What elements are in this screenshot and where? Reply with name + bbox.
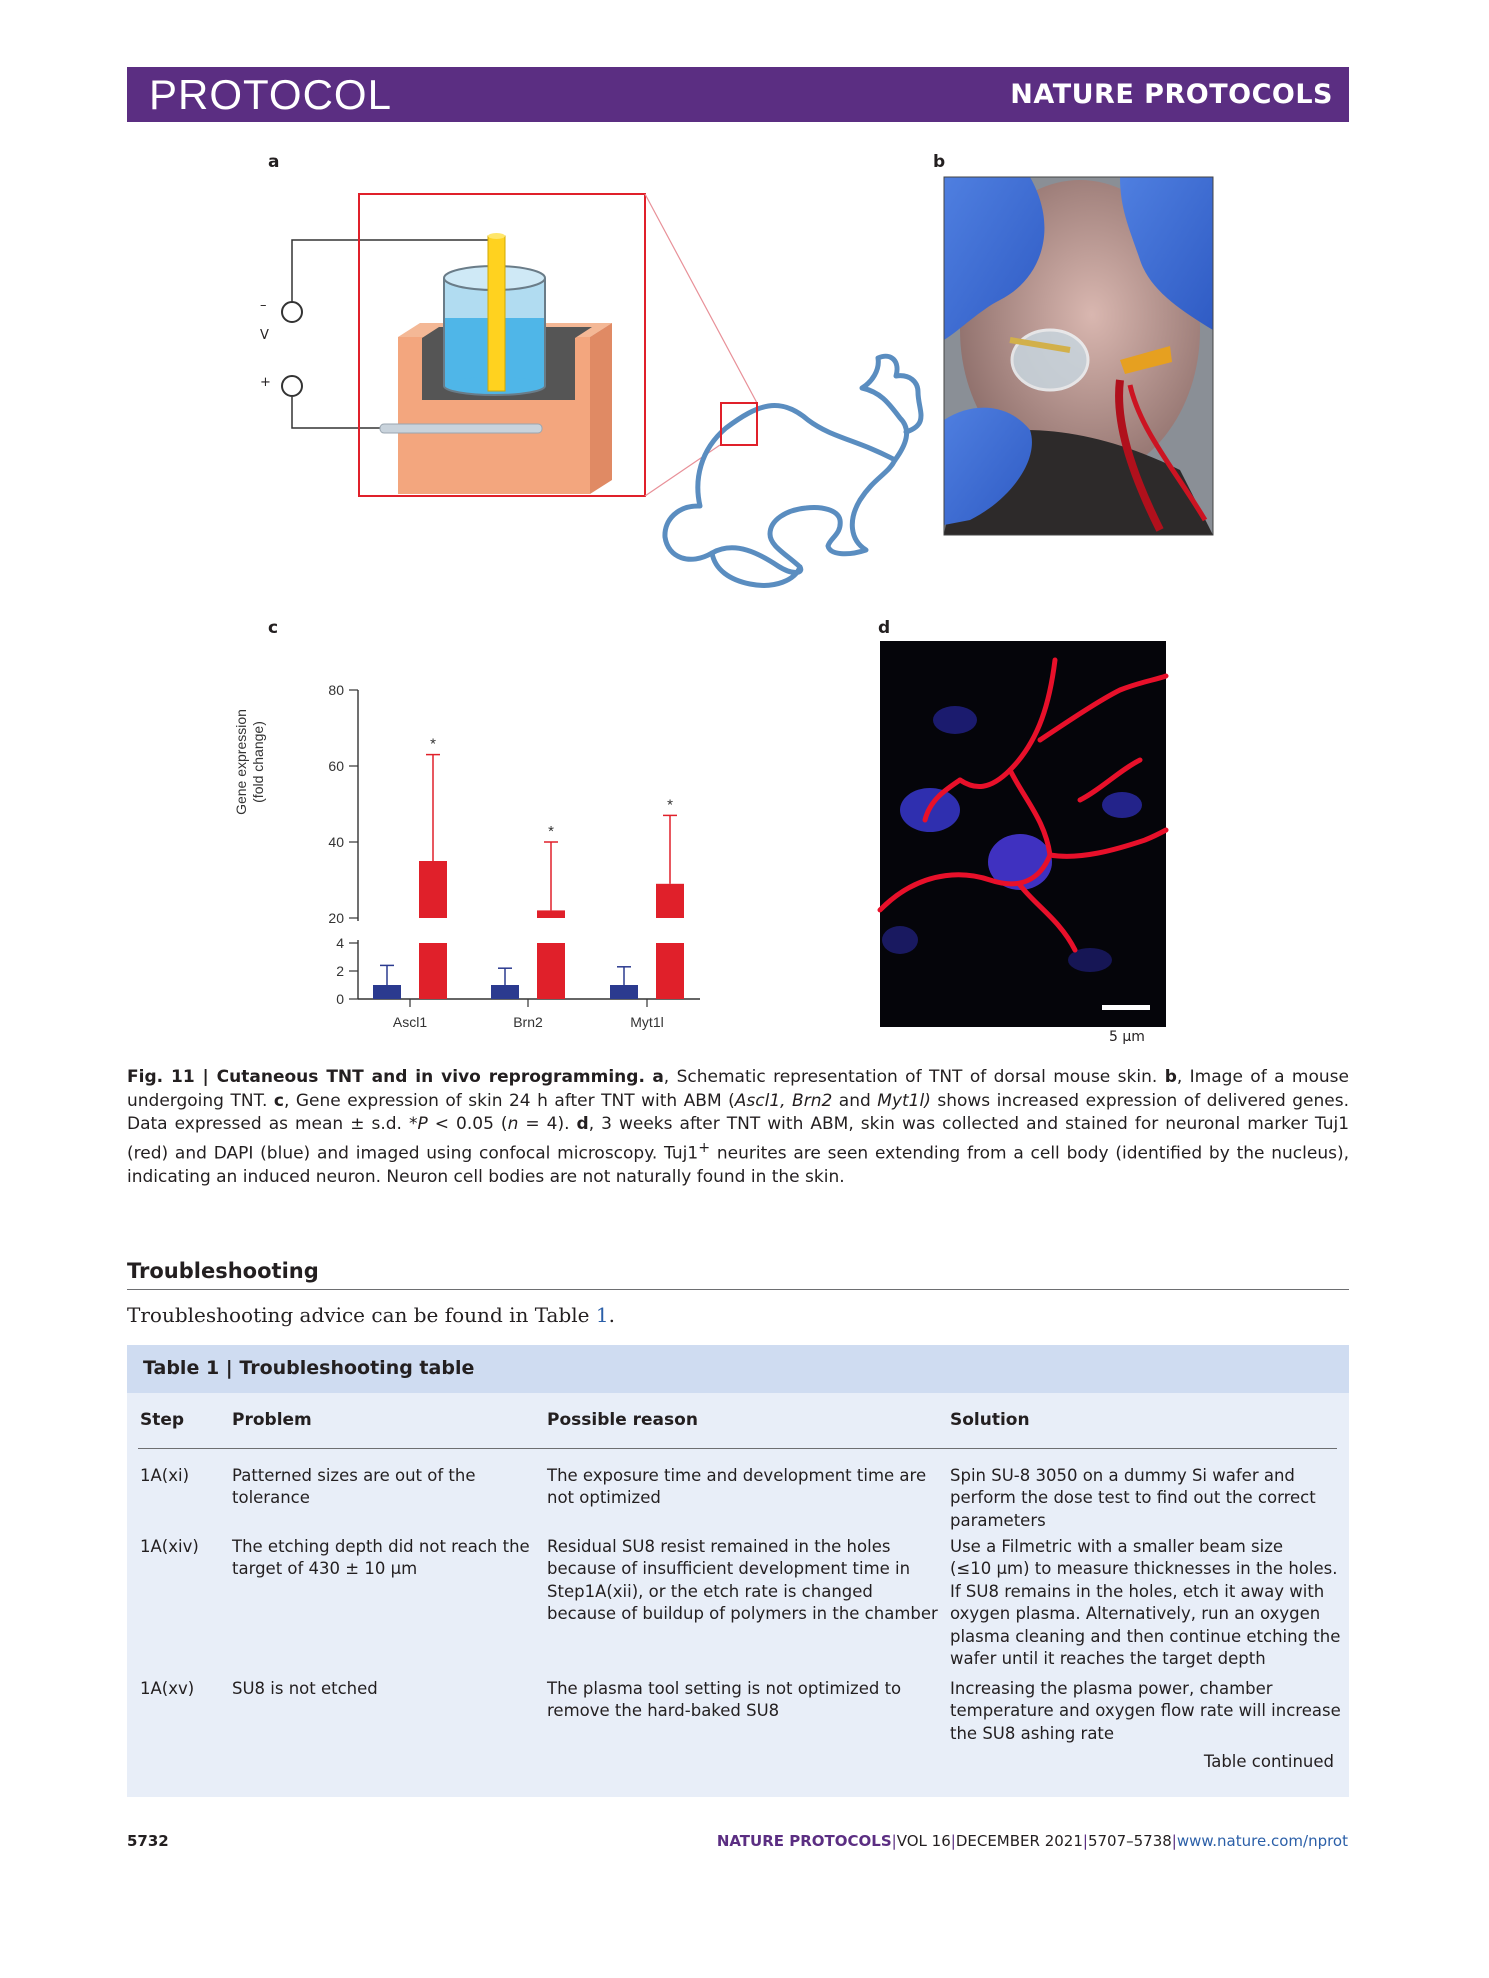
x-tick-label: Ascl1 xyxy=(392,1014,428,1030)
table-title: Table 1 | Troubleshooting table xyxy=(143,1357,475,1379)
table-cell-reason xyxy=(547,1536,945,1626)
table-cell-line: plasma cleaning and then continue etching the xyxy=(950,1626,1341,1646)
table-cell-line: because of insufficient development time in xyxy=(547,1559,911,1579)
table-cell-line: oxygen plasma. Alternatively, run an oxygen xyxy=(950,1604,1321,1624)
significance-marker: * xyxy=(430,735,436,753)
chart-y-axis-title xyxy=(233,682,267,842)
table-header-reason: Possible reason xyxy=(547,1410,698,1430)
section-title-troubleshooting: Troubleshooting xyxy=(127,1259,319,1283)
y-tick-label: 0 xyxy=(336,991,344,1007)
table-cell-line: perform the dose test to find out the correct xyxy=(950,1488,1316,1508)
y-tick-label: 40 xyxy=(328,834,344,850)
table-continued: Table continued xyxy=(1203,1752,1334,1771)
x-tick-label: Brn2 xyxy=(513,1014,543,1030)
table-cell-step xyxy=(140,1536,225,1558)
x-tick-label: Myt1l xyxy=(630,1014,664,1030)
mouse-outline-icon xyxy=(665,356,921,585)
table-cell-solution xyxy=(950,1678,1345,1745)
table-header-rule xyxy=(138,1448,1337,1449)
figure-caption xyxy=(127,1066,1349,1189)
table-cell-reason xyxy=(547,1465,945,1510)
table-cell-problem xyxy=(232,1536,542,1581)
footer-pages: 5707–5738 xyxy=(1087,1832,1172,1850)
table-cell-line: Increasing the plasma power, chamber xyxy=(950,1679,1273,1698)
needle-electrode xyxy=(488,233,505,391)
table-cell-line: The exposure time and development time are xyxy=(547,1466,927,1485)
caption-c-p: P xyxy=(417,1114,428,1134)
footer-sep: | xyxy=(891,1832,897,1850)
table-cell-line: The plasma tool setting is not optimized to xyxy=(547,1679,902,1698)
table-title-bar xyxy=(127,1345,1349,1393)
bar xyxy=(419,943,447,999)
table-cell-line: If SU8 remains in the holes, etch it away with xyxy=(950,1581,1325,1601)
bar xyxy=(373,985,401,999)
panel-label-c: c xyxy=(268,618,279,638)
caption-c-text2: shows increased expression of delivered genes. Data expressed as mean ± s.d. * xyxy=(127,1090,1350,1134)
bar xyxy=(656,943,684,999)
table-cell-line: parameters xyxy=(950,1510,1046,1530)
photo-panel-b xyxy=(944,177,1213,535)
table-cell-step xyxy=(140,1678,225,1700)
footer-sep: | xyxy=(950,1832,956,1850)
plus-label: + xyxy=(260,375,271,390)
panel-label-b: b xyxy=(933,152,946,172)
caption-c-label: c xyxy=(273,1090,284,1111)
bar xyxy=(537,910,565,918)
table-cell-step xyxy=(140,1465,225,1487)
table-cell-solution xyxy=(950,1465,1345,1532)
caption-d-text2: neurites are seen extending from a cell body (identified by the nucleus), indicating an induced neuron. Neuron cell bodies are not naturally found in the skin. xyxy=(127,1143,1349,1187)
bar xyxy=(419,861,447,918)
table-cell-line: (≤10 μm) to measure thicknesses in the holes. xyxy=(950,1559,1338,1579)
caption-a-label: a xyxy=(652,1067,664,1087)
page-number: 5732 xyxy=(127,1832,169,1850)
table-cell-line: temperature and oxygen flow rate will increase xyxy=(950,1701,1341,1721)
y-tick-label: 80 xyxy=(328,682,344,698)
bar xyxy=(491,985,519,999)
caption-c-gene3: Myt1l) xyxy=(877,1090,931,1111)
y-tick-label: 4 xyxy=(336,935,344,951)
table-cell-line: Patterned sizes are out of the xyxy=(232,1466,476,1485)
caption-c-n: n xyxy=(507,1114,519,1134)
table-cell-problem xyxy=(232,1678,542,1700)
table-cell-line: target of 430 ± 10 μm xyxy=(232,1559,418,1579)
minus-terminal-icon xyxy=(282,302,302,322)
table-header-step: Step xyxy=(140,1410,185,1430)
significance-marker: * xyxy=(667,796,673,814)
table-header-solution: Solution xyxy=(950,1410,1030,1430)
table-cell-line: not optimized xyxy=(547,1488,661,1508)
table-cell-line: Spin SU-8 3050 on a dummy Si wafer and xyxy=(950,1466,1295,1485)
y-tick-label: 2 xyxy=(336,963,344,979)
bar xyxy=(656,884,684,918)
table-cell-line: Residual SU8 resist remained in the holes xyxy=(547,1537,891,1556)
y-axis-title-line1: Gene expression xyxy=(233,709,249,815)
caption-c-text4: = 4). xyxy=(518,1114,570,1134)
section-label: PROTOCOL xyxy=(149,71,392,118)
caption-c-text3: < 0.05 ( xyxy=(427,1114,508,1134)
caption-b-text: , Image of a mouse undergoing TNT. xyxy=(127,1067,1349,1111)
footer-sep: | xyxy=(1082,1832,1088,1850)
footer-citation xyxy=(717,1832,1348,1850)
table-cell-line: Step1A(xii), or the etch rate is changed xyxy=(547,1581,873,1601)
footer-url[interactable]: www.nature.com/nprot xyxy=(1176,1832,1348,1850)
table-cell-line: wafer until it reaches the target depth xyxy=(950,1649,1266,1669)
table-header-problem: Problem xyxy=(232,1410,312,1430)
table-cell-line: tolerance xyxy=(232,1488,310,1508)
journal-label: NATURE PROTOCOLS xyxy=(1010,79,1333,110)
significance-marker: * xyxy=(548,823,554,840)
minus-label: – xyxy=(260,298,267,313)
y-tick-label: 60 xyxy=(328,758,344,774)
table-cell-line: The etching depth did not reach the xyxy=(232,1537,530,1556)
caption-a-text: , Schematic representation of TNT of dorsal mouse skin. xyxy=(663,1067,1158,1087)
table-cell-line: 1A(xv) xyxy=(140,1679,195,1698)
gene-expression-chart xyxy=(328,682,700,1030)
y-tick-label: 20 xyxy=(328,910,344,926)
troubleshooting-intro xyxy=(127,1303,615,1327)
table-cell-line: because of buildup of polymers in the chamber xyxy=(547,1604,938,1624)
table-cell-line: remove the hard-baked SU8 xyxy=(547,1701,780,1721)
table-cell-problem xyxy=(232,1465,542,1510)
bar xyxy=(537,943,565,999)
caption-c-and: and xyxy=(832,1090,878,1111)
panel-label-d: d xyxy=(878,618,891,638)
table-ref-link[interactable]: 1 xyxy=(595,1303,609,1327)
footer-date: DECEMBER 2021 xyxy=(955,1832,1083,1850)
intro-text: Troubleshooting advice can be found in Table xyxy=(127,1303,596,1327)
y-axis-title-line2: (fold change) xyxy=(250,721,266,803)
footer-sep: | xyxy=(1171,1832,1177,1850)
footer-journal: NATURE PROTOCOLS xyxy=(716,1832,892,1850)
caption-figure-label: Fig. 11 | Cutaneous TNT and in vivo reprogramming. xyxy=(127,1067,645,1087)
caption-d-sup: + xyxy=(698,1139,711,1156)
table-cell-line: SU8 is not etched xyxy=(232,1679,378,1698)
caption-c-text1: , Gene expression of skin 24 h after TNT with ABM ( xyxy=(283,1090,735,1111)
caption-b-label: b xyxy=(1164,1067,1177,1087)
table-cell-line: the SU8 ashing rate xyxy=(950,1723,1115,1743)
caption-c-genes: Ascl1, Brn2 xyxy=(734,1090,833,1111)
schematic-panel-a xyxy=(282,194,921,585)
micrograph-panel-d xyxy=(880,641,1166,1027)
caption-d-label: d xyxy=(576,1114,589,1134)
footer-volume: VOL 16 xyxy=(896,1832,951,1850)
voltage-label: V xyxy=(260,328,269,343)
intro-period: . xyxy=(608,1303,615,1327)
scale-bar-label: 5 μm xyxy=(1109,1029,1145,1045)
bar xyxy=(610,985,638,999)
section-rule xyxy=(127,1289,1349,1290)
plus-terminal-icon xyxy=(282,376,302,396)
table-cell-solution xyxy=(950,1536,1345,1670)
table-cell-line: Use a Filmetric with a smaller beam size xyxy=(950,1537,1284,1556)
table-cell-line: 1A(xi) xyxy=(140,1466,190,1485)
table-cell-reason xyxy=(547,1678,945,1723)
caption-d-text1: , 3 weeks after TNT with ABM, skin was collected and stained for neuronal marker Tuj1 (red) and DAPI (blue) and imaged using confocal microscopy. Tuj1 xyxy=(127,1114,1350,1164)
panel-label-a: a xyxy=(268,152,280,172)
table-cell-line: 1A(xiv) xyxy=(140,1537,199,1556)
troubleshooting-table xyxy=(127,1345,1349,1797)
